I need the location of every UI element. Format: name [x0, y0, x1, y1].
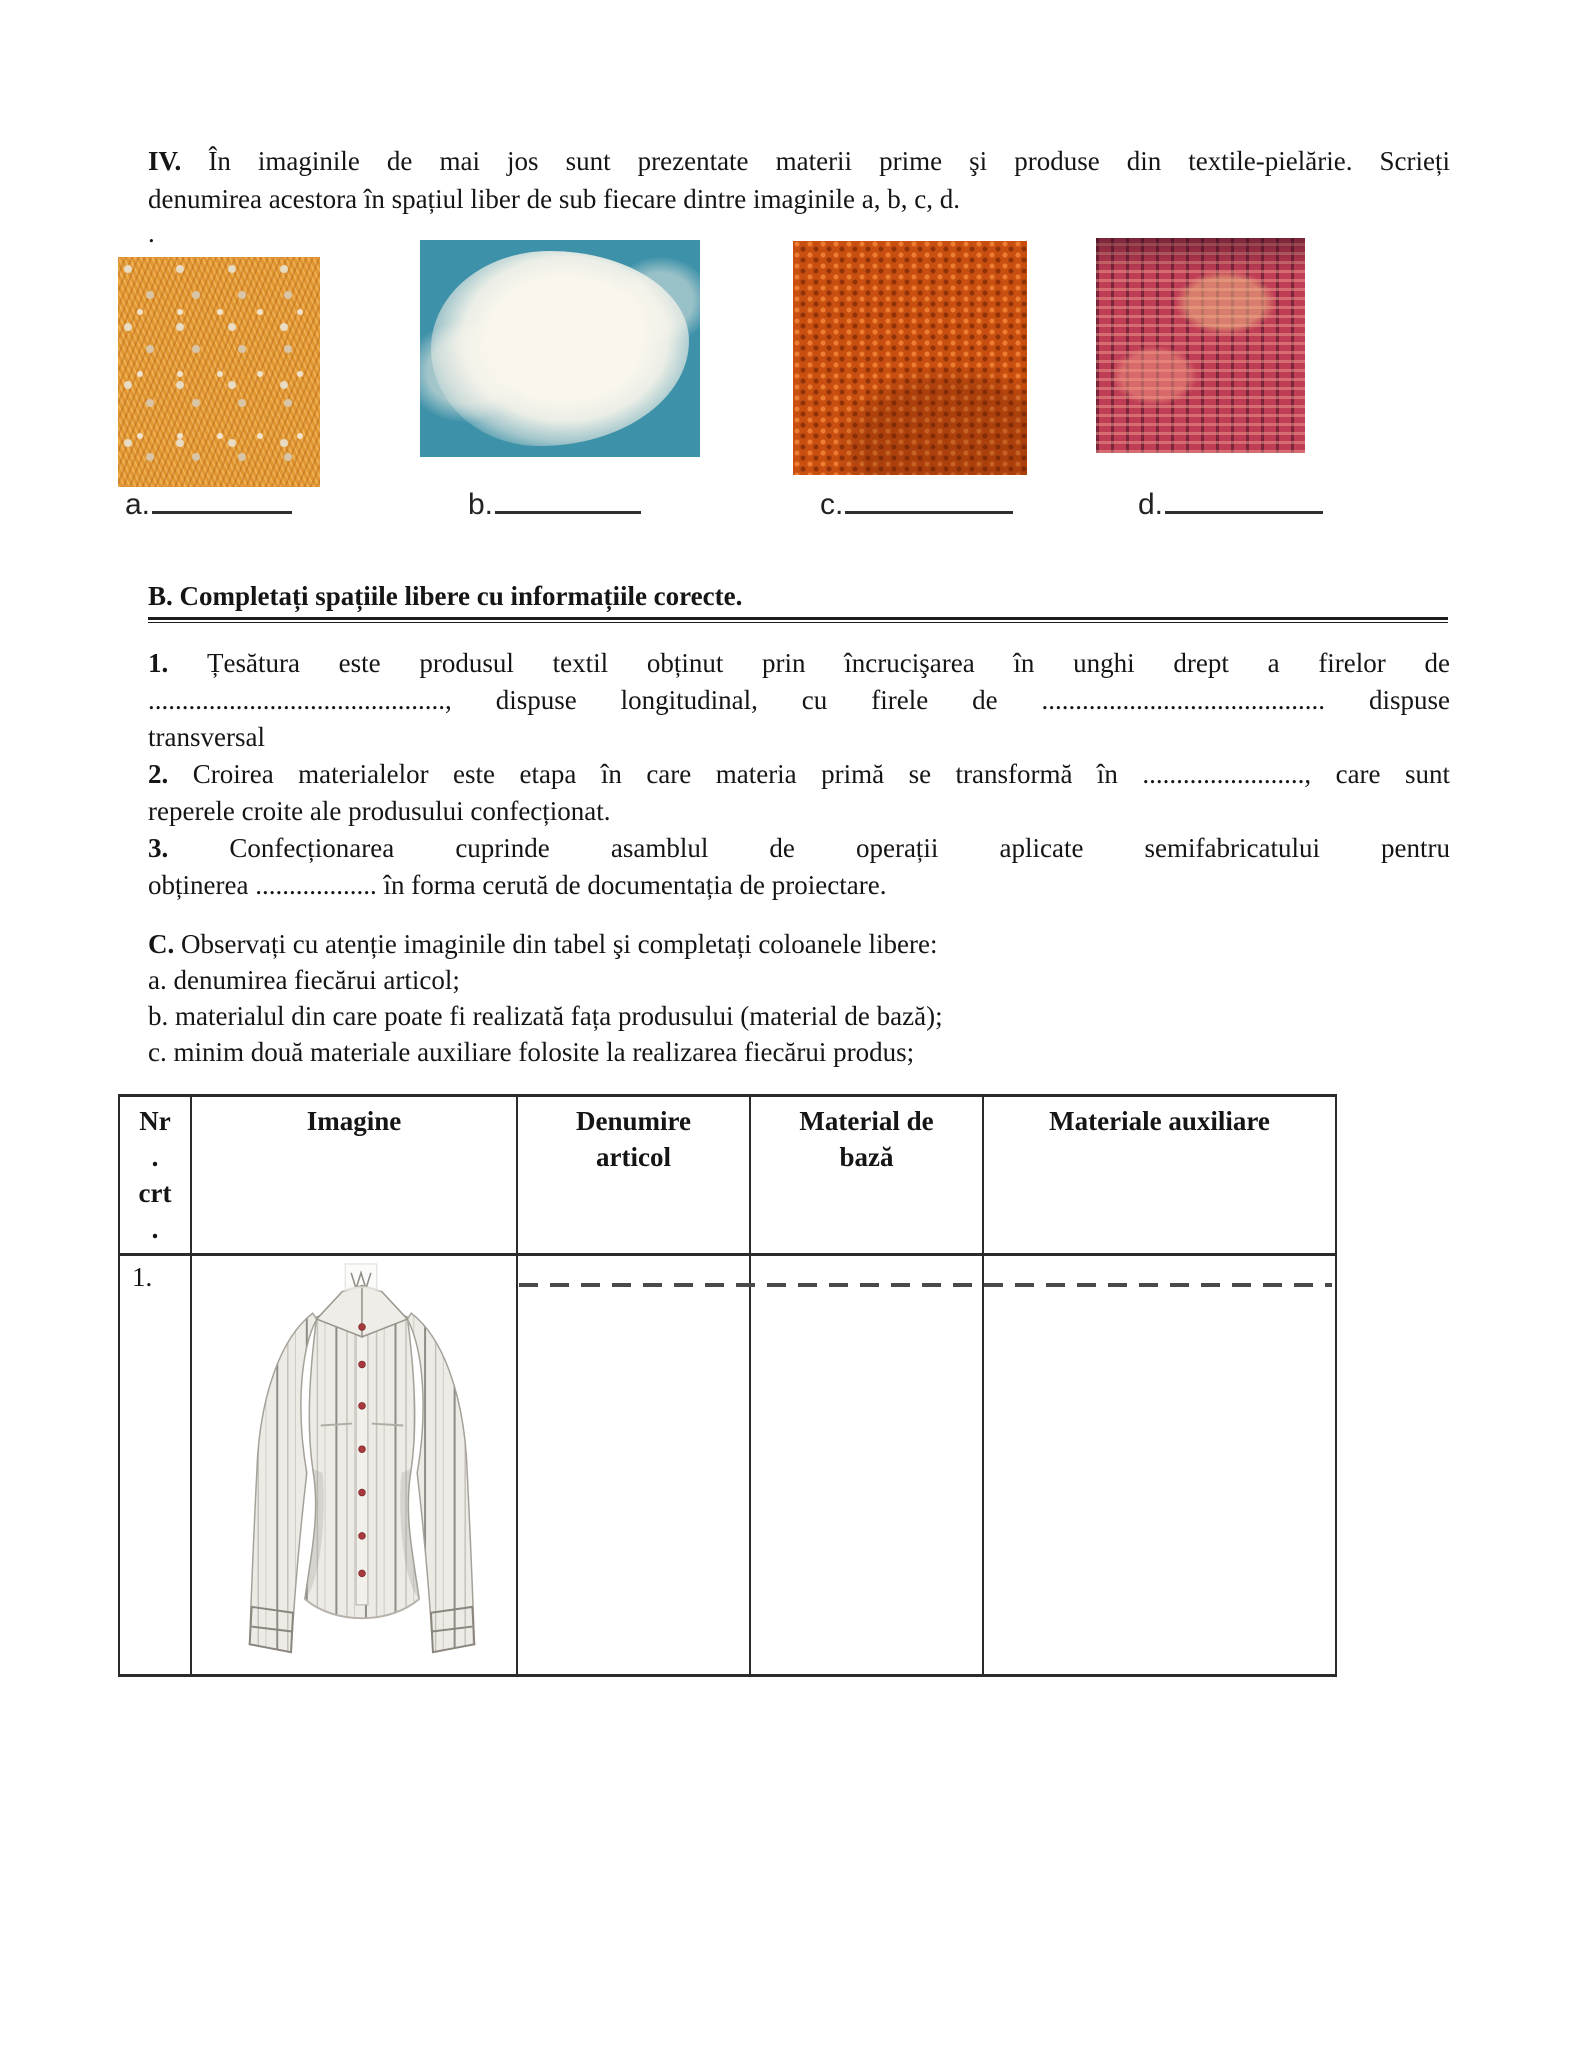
specimen-label-a [125, 481, 292, 522]
b-item1-line3: transversal [148, 722, 265, 752]
section-b-heading: B. Completați spațiile libere cu informațiile corecte. [148, 581, 743, 611]
b-item1-line1 [148, 645, 1450, 682]
specimen-c-image [793, 241, 1027, 475]
col-header-nr-line: crt [138, 1178, 172, 1208]
answer-blank-b [495, 481, 641, 514]
section-c-criterion-c: c. minim două materiale auxiliare folosite la realizarea fiecărui produs; [148, 1037, 915, 1067]
section-c-marker: C. [148, 929, 175, 959]
b-item3-line2: obținerea .................. în forma cerută de documentația de proiectare. [148, 870, 887, 900]
row1-material-cell [750, 1255, 983, 1676]
b-item2-marker: 2. [148, 759, 169, 789]
answer-blank-a [152, 481, 292, 514]
section-iv-paragraph [148, 142, 1450, 218]
section-b-items [148, 645, 1450, 904]
section-c-criterion-b: b. materialul din care poate fi realizată fața produsului (material de bază); [148, 1001, 943, 1031]
col-header-denumire-articol: Denumire articol [517, 1096, 750, 1255]
shirt-placket [356, 1317, 368, 1605]
col-header-nr-line: . [151, 1142, 159, 1172]
section-b-underline [148, 617, 1448, 623]
b-item1-line1-text: Țesătura este produsul textil obținut prin încrucişarea în unghi drept a firelor de [206, 648, 1450, 678]
col-header-materiale-auxiliare: Materiale auxiliare [983, 1096, 1336, 1255]
col-header-nr-crt [119, 1096, 191, 1255]
b-item3-line1 [148, 830, 1450, 867]
row1-denumire-cell [517, 1255, 750, 1676]
row1-auxiliare-cell [983, 1255, 1336, 1676]
col-header-nr-line: . [151, 1214, 159, 1244]
section-iv-marker: IV. [148, 146, 182, 176]
answer-blank-c [845, 481, 1013, 514]
specimen-label-c [820, 481, 1013, 522]
stray-period: . [148, 218, 155, 248]
specimen-letter-c: c. [820, 488, 844, 521]
specimen-label-b [468, 481, 641, 522]
row1-number: 1. [119, 1255, 191, 1676]
specimen-letter-b: b. [468, 488, 494, 521]
table-header-row [119, 1096, 1336, 1255]
specimen-label-d [1138, 481, 1323, 522]
b-item1-line2: ............................................, dispuse longitudinal, cu firele de .......................................... dispuse [148, 685, 1450, 715]
b-item2-line1 [148, 756, 1450, 793]
articles-table [118, 1094, 1337, 1677]
row1-image-cell [191, 1255, 517, 1676]
section-iv-line2: denumirea acestora în spațiul liber de sub fiecare dintre imaginile a, b, c, d. [148, 184, 960, 214]
answer-blank-d [1165, 481, 1323, 514]
striped-shirt-photo [214, 1260, 510, 1664]
col-header-nr-line: Nr [139, 1106, 171, 1136]
section-c-heading [148, 926, 1450, 962]
table-row [119, 1255, 1336, 1676]
shirt-buttons [359, 1324, 366, 1577]
section-c [148, 926, 1450, 1070]
fibre-tuft [431, 251, 689, 446]
section-iv-line1-text: În imaginile de mai jos sunt prezentate materii prime şi produse din textile-pielărie. Scrieți [208, 146, 1450, 176]
specimen-a-image [118, 257, 320, 487]
answer-guide-dashed-line [519, 1283, 1332, 1287]
specimen-d-image [1096, 238, 1305, 453]
b-item3-marker: 3. [148, 833, 169, 863]
specimen-letter-a: a. [125, 488, 151, 521]
section-c-heading-text: Observați cu atenție imaginile din tabel şi completați coloanele libere: [181, 929, 938, 959]
specimen-letter-d: d. [1138, 488, 1164, 521]
b-item1-marker: 1. [148, 648, 169, 678]
specimen-b-image [420, 240, 700, 457]
b-item3-line1-text: Confecționarea cuprinde asamblul de operații aplicate semifabricatului pentru [229, 833, 1450, 863]
b-item2-line2: reperele croite ale produsului confecționat. [148, 796, 611, 826]
section-c-criterion-a: a. denumirea fiecărui articol; [148, 965, 460, 995]
b-item2-line1-text: Croirea materialelor este etapa în care materia primă se transformă în ........................, care sunt [192, 759, 1450, 789]
col-header-material-de-baza: Material de bază [750, 1096, 983, 1255]
section-iv-line1 [148, 142, 1450, 180]
col-header-imagine: Imagine [191, 1096, 517, 1255]
